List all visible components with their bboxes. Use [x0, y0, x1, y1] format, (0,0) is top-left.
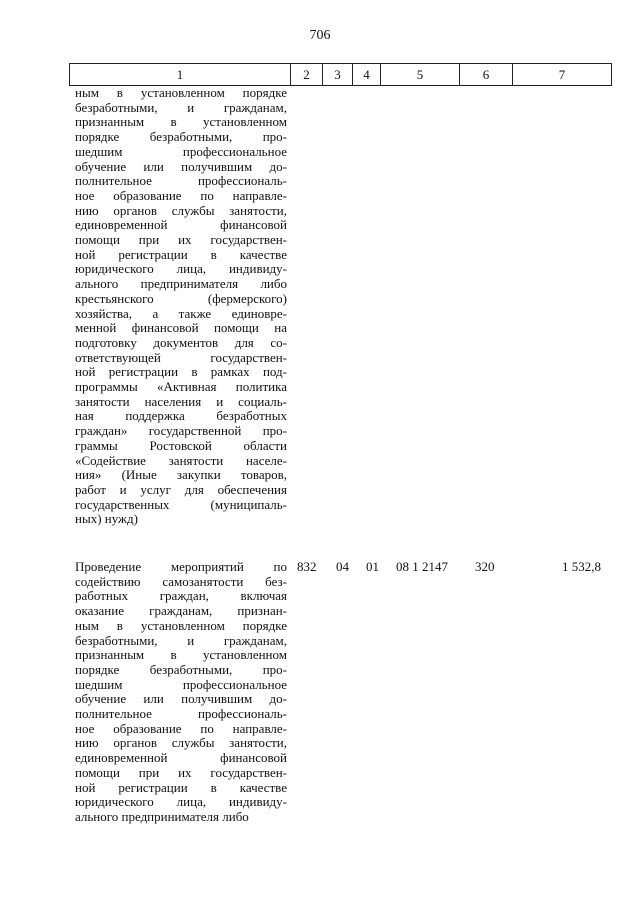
text-line: признанным в установленном: [75, 647, 287, 663]
text-line: единовременной финансовой: [75, 217, 287, 233]
text-line: ной регистрации в рамках под-: [75, 364, 287, 380]
text-line: ной регистрации в качестве: [75, 779, 287, 795]
text-line: граммы Ростовской области: [75, 437, 287, 453]
row-2-col6: 320: [475, 559, 495, 574]
text-line: нию органов службы занятости,: [75, 735, 287, 751]
text-line: работных граждан, включая: [75, 588, 287, 604]
column-header-6: 6: [460, 64, 513, 86]
text-line: шедшим профессиональное: [75, 143, 287, 159]
text-line: помощи при их государствен-: [75, 232, 287, 248]
text-line: безработными, и гражданам,: [75, 632, 287, 648]
row-2-col3: 04: [336, 559, 349, 574]
column-header-7: 7: [513, 64, 612, 86]
page-number: 706: [309, 28, 331, 43]
text-line: помощи при их государствен-: [75, 764, 287, 780]
text-line: «Содействие занятости населе-: [75, 452, 287, 468]
text-line: Проведение мероприятий по: [75, 559, 287, 574]
row-2-description: [75, 560, 287, 825]
column-header-5: 5: [381, 64, 460, 86]
text-line: ное образование по направле-: [75, 720, 287, 736]
text-line: менной финансовой помощи на: [75, 320, 287, 336]
text-line: ных) нужд): [75, 511, 138, 527]
column-header-1: 1: [70, 64, 291, 86]
text-line: порядке безработными, про-: [75, 129, 287, 145]
text-line: единовременной финансовой: [75, 750, 287, 766]
text-line: граждан» государственной про-: [75, 423, 287, 439]
column-header-3: 3: [323, 64, 353, 86]
column-header-row: [70, 64, 612, 86]
text-line: полнительное профессиональ-: [75, 706, 287, 722]
text-line: юридического лица, индивиду-: [75, 794, 287, 810]
text-line: ным в установленном порядке: [75, 617, 287, 633]
text-line: обучение или получившим до-: [75, 158, 287, 174]
text-line: ния» (Иные закупки товаров,: [75, 467, 287, 483]
text-line: крестьянского (фермерского): [75, 290, 287, 306]
text-line: ального предпринимателя либо: [75, 808, 249, 824]
text-line: ным в установленном порядке: [75, 85, 287, 100]
text-line: хозяйства, а также единовре-: [75, 305, 287, 321]
text-line: порядке безработными, про-: [75, 661, 287, 677]
text-line: программы «Активная политика: [75, 379, 287, 395]
column-header-2: 2: [291, 64, 323, 86]
row-2-col2: 832: [297, 559, 317, 574]
text-line: ной регистрации в качестве: [75, 246, 287, 262]
text-line: шедшим профессиональное: [75, 676, 287, 692]
text-line: безработными, и гражданам,: [75, 99, 287, 115]
text-line: занятости населения и социаль-: [75, 393, 287, 409]
text-line: подготовку документов для со-: [75, 334, 287, 350]
text-line: нию органов службы занятости,: [75, 202, 287, 218]
text-line: обучение или получившим до-: [75, 691, 287, 707]
text-line: государственных (муниципаль-: [75, 496, 287, 512]
column-header-table: [69, 63, 612, 86]
column-header-4: 4: [353, 64, 381, 86]
row-1-description: [75, 86, 287, 527]
row-2-col4: 01: [366, 559, 379, 574]
text-line: полнительное профессиональ-: [75, 173, 287, 189]
text-line: ответствующей государствен-: [75, 349, 287, 365]
text-line: ное образование по направле-: [75, 187, 287, 203]
text-line: ная поддержка безработных: [75, 408, 287, 424]
text-line: признанным в установленном: [75, 114, 287, 130]
text-line: юридического лица, индивиду-: [75, 261, 287, 277]
text-line: оказание гражданам, признан-: [75, 603, 287, 619]
text-line: ального предпринимателя либо: [75, 276, 287, 292]
text-line: содействию самозанятости без-: [75, 573, 287, 589]
row-2-col7: 1 532,8: [562, 559, 601, 574]
row-2-col5: 08 1 2147: [396, 559, 448, 574]
text-line: работ и услуг для обеспечения: [75, 481, 287, 497]
